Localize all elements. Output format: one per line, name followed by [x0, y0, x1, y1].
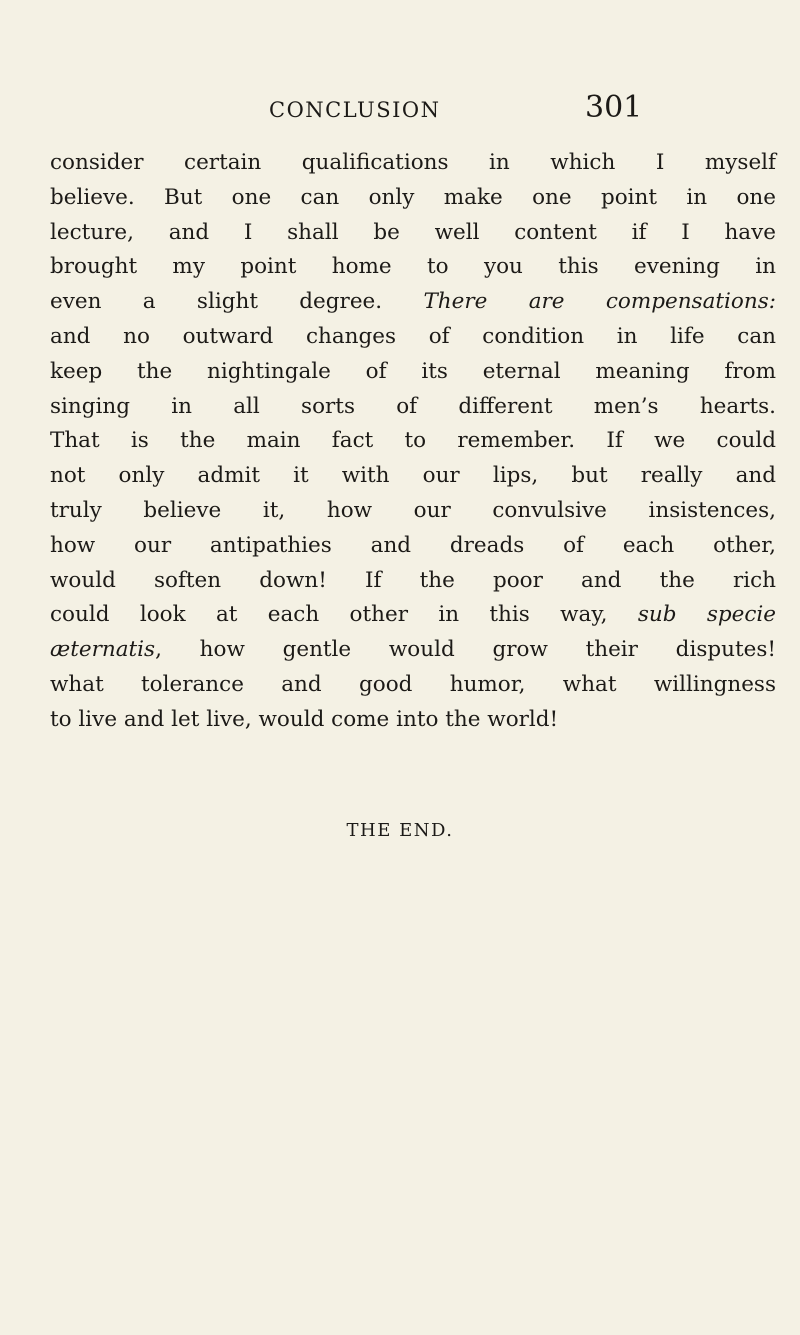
- text-line: singing in all sorts of different men’s hearts.: [50, 393, 776, 419]
- the-end-label: THE END.: [346, 820, 454, 841]
- text-line: how our antipathies and dreads of each other,: [50, 532, 776, 558]
- text-line: not only admit it with our lips, but really and: [50, 463, 776, 489]
- text-line: believe. But one can only make one point in one: [50, 184, 776, 210]
- running-head: [0, 88, 800, 128]
- text-line: That is the main fact to remember. If we could: [50, 428, 776, 454]
- text-segment: , how gentle would grow their disputes!: [155, 637, 776, 663]
- text-segment: even a slight degree.: [50, 289, 424, 315]
- text-line: what tolerance and good humor, what willingness: [50, 671, 776, 697]
- body-text: [50, 146, 776, 738]
- italic-text-segment: There are compensations:: [423, 289, 776, 315]
- text-line: and no outward changes of condition in life can: [50, 323, 776, 349]
- text-line: to live and let live, would come into the world!: [50, 706, 559, 732]
- text-line: [50, 633, 776, 668]
- text-line: truly believe it, how our convulsive insistences,: [50, 497, 776, 523]
- text-segment: could look at each other in this way,: [50, 602, 638, 628]
- italic-text-segment: æternatis: [50, 637, 156, 663]
- page-number: 301: [585, 90, 643, 125]
- text-line: keep the nightingale of its eternal meaning from: [50, 358, 776, 384]
- italic-text-segment: sub specie: [637, 602, 776, 628]
- text-line: lecture, and I shall be well content if I have: [50, 219, 776, 245]
- text-line: consider certain qualifications in which I myself: [50, 150, 776, 175]
- text-line: [50, 285, 776, 320]
- chapter-title: CONCLUSION: [269, 98, 441, 122]
- text-line: [50, 598, 776, 633]
- text-line: brought my point home to you this evening in: [50, 254, 776, 280]
- text-line: would soften down! If the poor and the rich: [50, 567, 776, 593]
